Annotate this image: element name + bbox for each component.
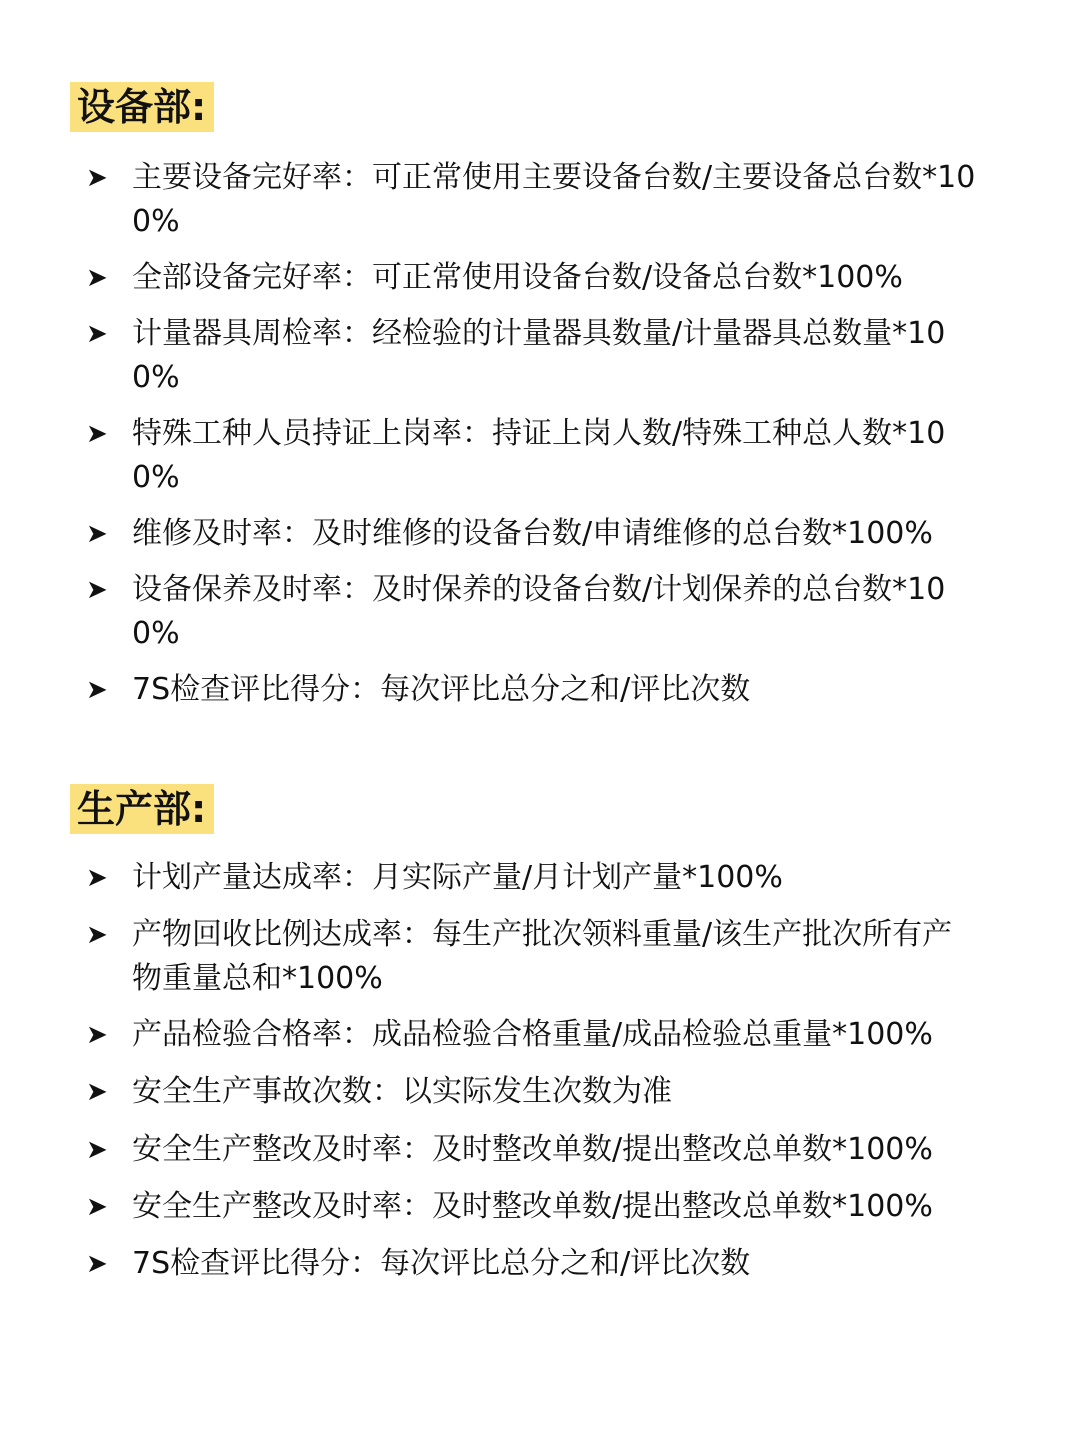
arrowhead-bullet-icon: ➤ <box>86 1135 108 1165</box>
arrowhead-bullet-icon: ➤ <box>86 519 108 549</box>
list-item-text: 主要设备完好率：可正常使用主要设备台数/主要设备总台数*100% <box>132 160 976 239</box>
arrowhead-bullet-icon: ➤ <box>86 1020 108 1050</box>
arrowhead-bullet-icon: ➤ <box>86 1192 108 1222</box>
list-item-text: 产物回收比例达成率：每生产批次领料重量/该生产批次所有产物重量总和*100% <box>132 917 953 996</box>
arrowhead-bullet-icon: ➤ <box>86 863 108 893</box>
arrowhead-bullet-icon: ➤ <box>86 319 108 349</box>
list-item-text: 7S检查评比得分：每次评比总分之和/评比次数 <box>132 1246 751 1281</box>
arrowhead-bullet-icon: ➤ <box>86 419 108 449</box>
list-item-text: 计划产量达成率：月实际产量/月计划产量*100% <box>132 860 783 895</box>
arrowhead-bullet-icon: ➤ <box>86 1249 108 1279</box>
list-item-text: 安全生产事故次数：以实际发生次数为准 <box>132 1074 672 1109</box>
list-item-text: 设备保养及时率：及时保养的设备台数/计划保养的总台数*100% <box>132 572 946 651</box>
list-item-text: 7S检查评比得分：每次评比总分之和/评比次数 <box>132 672 751 707</box>
arrowhead-bullet-icon: ➤ <box>86 575 108 605</box>
section-title: 设备部: <box>70 82 214 132</box>
list-item-text: 安全生产整改及时率：及时整改单数/提出整改总单数*100% <box>132 1132 933 1167</box>
arrowhead-bullet-icon: ➤ <box>86 163 108 193</box>
list-item-text: 全部设备完好率：可正常使用设备台数/设备总台数*100% <box>132 260 903 295</box>
list-item-text: 产品检验合格率：成品检验合格重量/成品检验总重量*100% <box>132 1017 933 1052</box>
list-item-text: 安全生产整改及时率：及时整改单数/提出整改总单数*100% <box>132 1189 933 1224</box>
section-title: 生产部: <box>70 784 214 834</box>
arrowhead-bullet-icon: ➤ <box>86 263 108 293</box>
list-item-text: 维修及时率：及时维修的设备台数/申请维修的总台数*100% <box>132 516 933 551</box>
arrowhead-bullet-icon: ➤ <box>86 675 108 705</box>
arrowhead-bullet-icon: ➤ <box>86 1077 108 1107</box>
arrowhead-bullet-icon: ➤ <box>86 920 108 950</box>
list-item-text: 计量器具周检率：经检验的计量器具数量/计量器具总数量*100% <box>132 316 946 395</box>
list-item-text: 特殊工种人员持证上岗率：持证上岗人数/特殊工种总人数*100% <box>132 416 946 495</box>
